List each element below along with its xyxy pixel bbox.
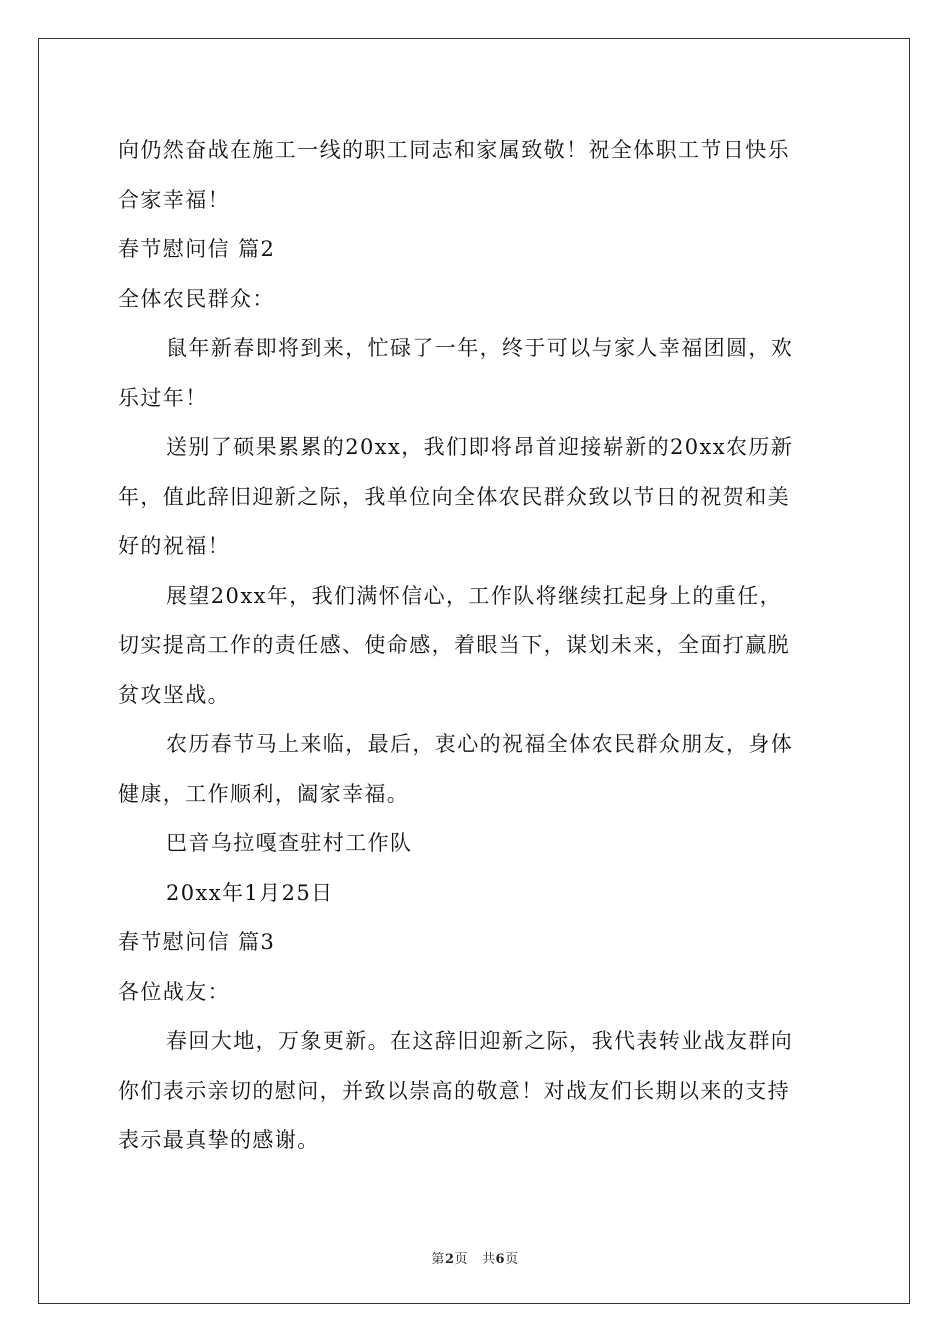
paragraph-start: 展望20xx年，我们满怀信心，工作队将继续扛起身上的重任， [166,583,783,608]
page-footer [0,1248,950,1267]
text-line: 合家幸福！ [118,187,230,212]
total-pages-indicator: 共6页 [482,1252,519,1267]
document-body [118,126,834,1166]
paragraph-start: 农历春节马上来临，最后，衷心的祝福全体农民群众朋友，身体 [166,732,794,756]
text-line: 年，值此辞旧迎新之际，我单位向全体农民群众致以节日的祝贺和美 [118,484,790,509]
text-line: 你们表示亲切的慰问，并致以崇高的敬意！对战友们长期以来的支持 [118,1078,790,1103]
page-indicator: 第2页 [431,1252,468,1267]
text-line: 向仍然奋战在施工一线的职工同志和家属致敬！祝全体职工节日快乐 [118,138,790,162]
signature-date: 20xx年1月25日 [166,880,334,905]
salutation: 各位战友： [118,979,230,1004]
text-line: 乐过年！ [118,385,208,410]
text-line: 表示最真挚的感谢。 [118,1128,320,1152]
section-heading: 春节慰问信 篇2 [118,237,276,261]
paragraph-start: 送别了硕果累累的20xx，我们即将昂首迎接崭新的20xx农历新 [166,435,794,459]
section-heading: 春节慰问信 篇3 [118,930,276,954]
signature-organization: 巴音乌拉嘎查驻村工作队 [166,831,413,855]
paragraph-start: 鼠年新春即将到来，忙碌了一年，终于可以与家人幸福团圆，欢 [166,336,794,360]
paragraph-start: 春回大地，万象更新。在这辞旧迎新之际，我代表转业战友群向 [166,1029,794,1053]
text-line: 贫攻坚战。 [118,682,230,707]
text-line: 健康，工作顺利，阖家幸福。 [118,781,410,806]
text-line: 切实提高工作的责任感、使命感，着眼当下，谋划未来，全面打赢脱 [118,633,790,657]
salutation: 全体农民群众： [118,286,275,311]
text-line: 好的祝福！ [118,534,230,558]
